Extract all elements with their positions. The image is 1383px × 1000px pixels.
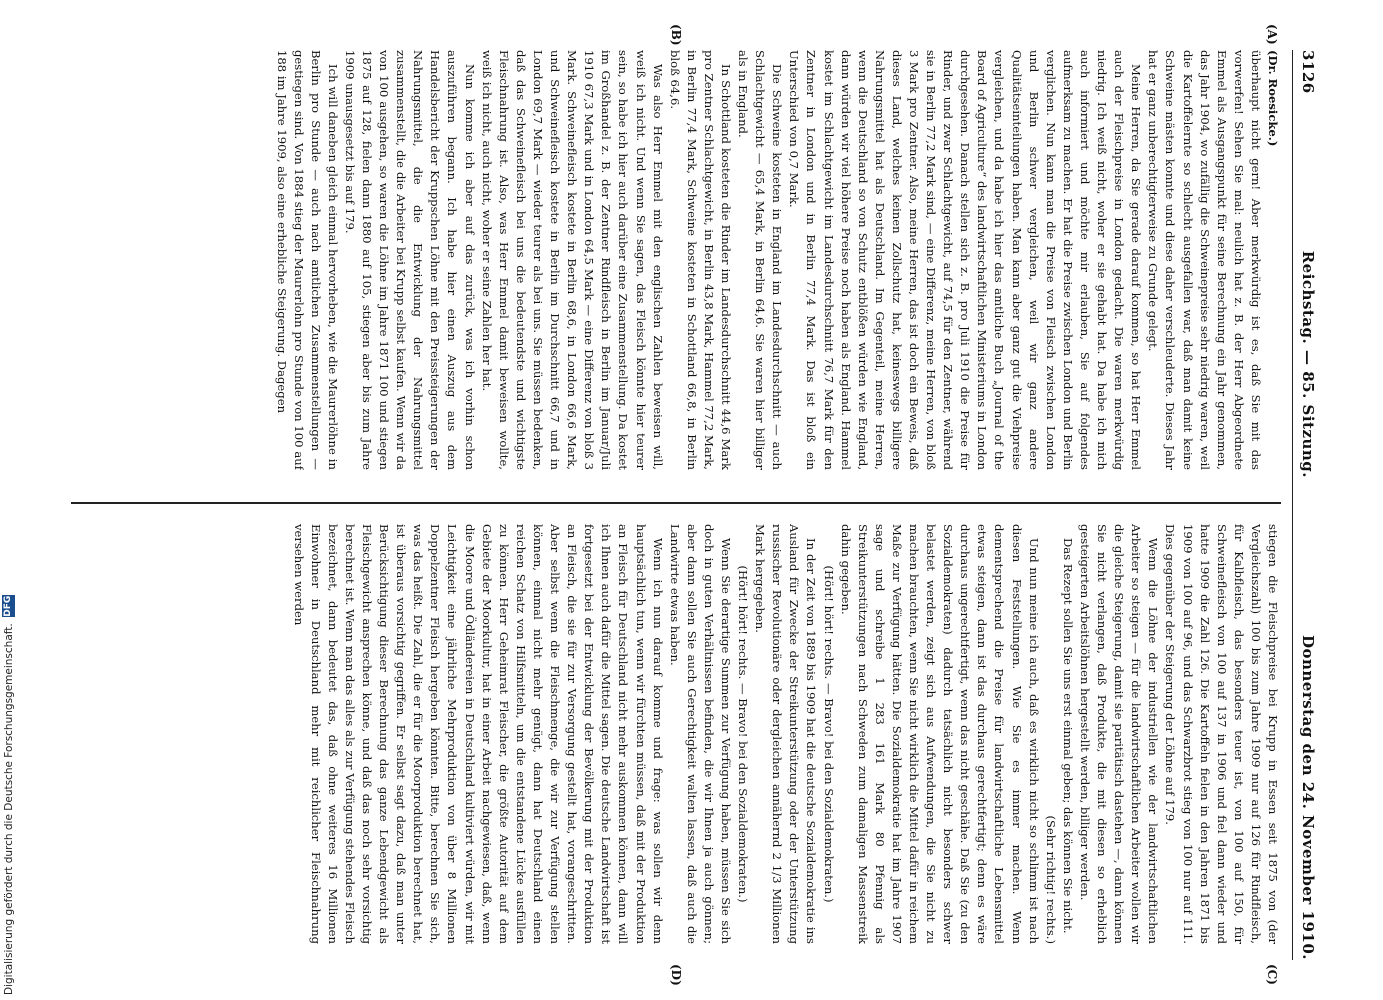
left-paragraph: Nun komme ich aber auf das zurück, was ich vorhin schon auszuführen begann. Ich habe hier einen Auszug aus dem Handelsbericht der Kruppschen Löhne mit den Preissteigerungen der Nahrungsmittel, die die Entwicklung der Nahrungsmittel zusammenstellt, die die Arbeiter bei Krupp selbst kaufen. Wenn wir da von 100 ausgehen, so waren die Löhne im Jahre 1871 100 und stiegen 1875 auf 128, fielen dann 1880 auf 105, stiegen aber bis zum Jahre 1909 unausgesetzt bis auf 179.: [342, 50, 477, 470]
left-paragraph: Was also Herr Emmel mit den englischen Zahlen beweisen will, weiß ich nicht. Und wenn Sie sagen, das Fleisch könnte hier teurer sein, so habe ich hier auch darüber eine Zusammenstellung. Da kostet im Großhandel z. B. der Zentner Rindfleisch in Berlin im Januar/Juli 1910 67,3 Mark und in London 64,5 Mark — eine Differenz von bloß 3 Mark. Schweinefleisch kostete in Berlin 68,6, in London 66,6 Mark, und Schweinefleisch kostete in Berlin im Durchschnitt 66,7 und in London 69,7 Mark — wieder teurer als bei uns. Sie müssen bedenken, daß das Schweinefleisch bei uns die bedeutendste und wichtigste Fleischnahrung ist. Also, was Herr Emmel damit beweisen wollte, weiß ich nicht, auch nicht, woher er seine Zahlen her hat.: [479, 50, 665, 470]
right-paragraph: Und nun meine ich auch, daß es wirklich nicht so schlimm ist nach diesen Feststellungen. Wie Sie es immer machen. Wenn dementsprechend die Preise für landwirtschaftliche Lebensmittel etwas steigen, dann ist das durchaus gerechtfertigt; denn es wäre durchaus ungerechtfertigt, wenn das nicht geschähe. Daß Sie (zu den Sozialdemokraten) dadurch tatsächlich nicht besonders schwer belastet werden, zeigt sich aus Aufwendungen, die Sie nicht zu machen brauchten, wenn Sie nicht wirklich die Mittel dafür in reichem Maße zur Verfügung hätten. Die Sozialdemokratie hat im Jahre 1907 sage und schreibe 1 283 161 Mark 80 Pfennig als Streikunterstützungen nach Schweden zum damaligen Massenstreik dahin gegeben.: [838, 524, 1041, 944]
left-column: [71, 50, 1281, 470]
interjection: (Hört! hört! rechts. — Bravo! bei den Sozialdemokraten.): [821, 565, 836, 903]
left-paragraph: Meine Herren, da Sie gerade darauf kommen, so hat Herr Emmel auch der Fleischpreise in London gedacht. Die waren merkwürdig niedrig. Ich weiß nicht, woher er sie gehabt hat. Da habe ich mich auch informiert und möchte mir erlauben, Sie auf folgendes aufmerksam zu machen. Er hat die Preise zwischen London und Berlin verglichen. Nun kann man die Preise von Fleisch zwischen London und Berlin schwer vergleichen, weil wir ganz andere Qualitätseinteilungen haben. Man kann aber ganz gut die Viehpreise vergleichen, und da habe ich hier das amtliche Buch „Journal of the Board of Agriculture“ des landwirtschaftlichen Ministeriums in London durchgesehen. Danach stellen sich z. B. pro Juli 1910 die Preise für Rinder, und zwar Schlachtgewicht, auf 74,5 für den Zentner, während sie in Berlin 77,2 Mark sind, — eine Differenz, meine Herren, von bloß 3 Mark pro Zentner. Also, meine Herren, das ist doch ein Beweis, daß dieses Land, welches keinen Zollschutz hat, keineswegs billigere Nahrungsmittel hat als Deutschland. Im Gegenteil, meine Herren, wenn die Deutschland so von Schutz entblößen würden wie England, dann würden wir viel höhere Preise noch haben als England. Hammel kostet im Schlachtgewicht im Landesdurchschnitt 76,7 Mark für den Zentner in London und in Berlin 77,4 Mark. Das ist bloß ein Unterschied von 0,7 Mark.: [787, 50, 1144, 470]
margin-marker-b: (B): [669, 24, 683, 46]
left-paragraph: In Schottland kosteten die Rinder im Landesdurchschnitt 44,6 Mark pro Zentner Schlachtgewicht, in Berlin 43,8 Mark, Hammel 77,2 Mark, in Berlin 77,4 Mark, Schweine kosteten in Schottland 66,8, in Berlin bloß 64,6.: [667, 50, 733, 470]
margin-marker-a: (A): [1265, 24, 1279, 45]
right-paragraph: Wenn Sie derartige Summen zur Verfügung haben, müssen Sie sich doch in guten Verhältnissen befinden, die wir Ihnen ja auch gönnen; aber dann sollen Sie auch Gerechtigkeit walten lassen, daß auch die Landwirte etwas haben.: [667, 524, 733, 944]
right-paragraph: In der Zeit von 1889 bis 1909 hat die deutsche Sozialdemokratie ins Ausland für Zwecke der Streikunterstützung oder der Unterstützung russischer Revolutionäre oder dergleichen annähernd 2 1/3 Millionen Mark hergegeben.: [753, 524, 819, 944]
header-title: Reichstag. — 85. Sitzung.: [1299, 250, 1317, 479]
newspaper-page: [63, 24, 1323, 986]
margin-marker-d: (D): [669, 964, 683, 986]
footer-text: Digitalisierung gefördert durch die Deutsche Forschungsgemeinschaft.: [2, 623, 15, 995]
right-paragraph: Wenn ich nun darauf komme und frage: was sollen wir denn hauptsächlich tun, wenn wir fürchten müssen, daß mit der Produktion an Fleisch für Deutschland nicht mehr auskommen können, dann will ich Ihnen auch dafür die Mittel sagen. Die deutsche Landwirtschaft ist fortgesetzt bei der Entwicklung der Bevölkerung mit der Produktion an Fleisch, die sie für zur Versorgung gestellt hat, vorangeschritten. Aber selbst wenn die Fleischmenge, die wir zur Verfügung stellen können, einmal nicht mehr genügt, dann hat Deutschland einen reichen Schatz von Hilfsmitteln, um die entstandene Lücke ausfüllen zu können. Herr Geheimrat Fleischer, die größte Autorität auf dem Gebiete der Moorkultur, hat in einer Arbeit nachgewiesen, daß, wenn die Moore und Ödländereien in Deutschland kultiviert würden, wir mit Leichtigkeit eine jährliche Mehrproduktion von über 8 Millionen Doppelzentner Fleisch hergeben könnten. Bitte, berechnen Sie sich, was das heißt. Die Zahl, die er für die Moorproduktion berechnet hat, ist überaus vorsichtig gegriffen. Er selbst sagt dazu, daß man unter Berücksichtigung dieser Berechnung das ganze Lebendgewicht als Fleischgewicht ansprechen könne, und daß das noch sehr vorsichtig berechnet ist. Wenn man das alles als zur Verfügung stehendes Fleisch bezeichnet, dann bedeutet das, daß ohne weiteres 16 Millionen Einwohner in Deutschland mehr mit reichlicher Fleischnahrung versehen werden: [291, 524, 665, 944]
page-number: 3126: [1299, 50, 1317, 94]
margin-marker-c: (C): [1265, 964, 1279, 985]
speaker-tag: (Dr. Roesicke.): [1266, 50, 1280, 147]
header-date: Donnerstag den 24. November 1910.: [1299, 634, 1317, 960]
dfg-logo-icon: DFG: [3, 595, 13, 617]
interjection: (Sehr richtig! rechts.): [1043, 815, 1058, 944]
digitization-footer: [2, 595, 15, 995]
interjection: (Hört! hört! rechts. — Bravo! bei den Sozialdemokraten.): [736, 565, 751, 903]
right-paragraph: Das Rezept sollen Sie uns erst einmal geben; das können Sie nicht.: [1060, 538, 1075, 934]
column-divider: [71, 502, 1281, 504]
right-paragraph: Wenn die Löhne der industriellen wie der landwirtschaftlichen Arbeiter so steigen — für die landwirtschaftlichen Arbeiter wollen wir die gleiche Steigerung, damit sie paritätisch dastehen —, dann können Sie nicht verlangen, daß Produkte, die mit diesen so erheblich gesteigerten Arbeitslöhnen hergestellt werden, billiger werden.: [1077, 524, 1161, 944]
right-column: [71, 524, 1281, 944]
left-paragraph: Die Schweine kosteten in England im Landesdurchschnitt — auch Schlachtgewicht — 65,4 Mark, in Berlin 64,6. Sie waren hier billiger als in England.: [736, 50, 785, 470]
left-paragraph: überhaupt nicht gern! Aber merkwürdig ist es, daß Sie mit das vorwerfen! Sehen Sie mal: neulich hat z. B. der Herr Abgeordnete Emmel als Ausgangspunkt für seine Berechnung ein Jahr genommen, das Jahr 1904, wo zufällig die Schweinepreise sehr niedrig waren, weil die Kartoffelernte so schlecht ausgefallen war, daß man damit keine Schweine mästen konnte und diese daher verschleuderte. Dieses Jahr hat er ganz unberechtigterweise zu Grunde gelegt.: [1146, 50, 1263, 470]
page-header: [1292, 50, 1323, 960]
right-paragraph: stiegen die Fleischpreise bei Krupp in Essen seit 1875 von (der Vergleichszahl) 100 bis zum Jahre 1909 nur auf 126 für Rindfleisch, für Kalbfleisch, das besonders teuer ist, von 100 auf 150, für Schweinefleisch von 100 auf 137 in 1906 und fiel dann wieder und hatte 1909 die Zahl 126. Die Kartoffeln fielen in den Jahren 1871 bis 1909 von 100 auf 96, und das Schwarzbrot stieg von 100 nur auf 111. Dies gegenüber der Steigerung der Löhne auf 179.: [1163, 524, 1280, 944]
left-paragraph: Ich will daneben gleich einmal hervorheben, wie die Maurerlöhne in Berlin pro Stunde — auch nach amtlichen Zusammenstellungen — gestiegen sind. Von 1884 stieg der Maurerlohn pro Stunde von 100 auf 188 im Jahre 1909, also eine erhebliche Steigerung. Dagegen: [274, 50, 340, 470]
